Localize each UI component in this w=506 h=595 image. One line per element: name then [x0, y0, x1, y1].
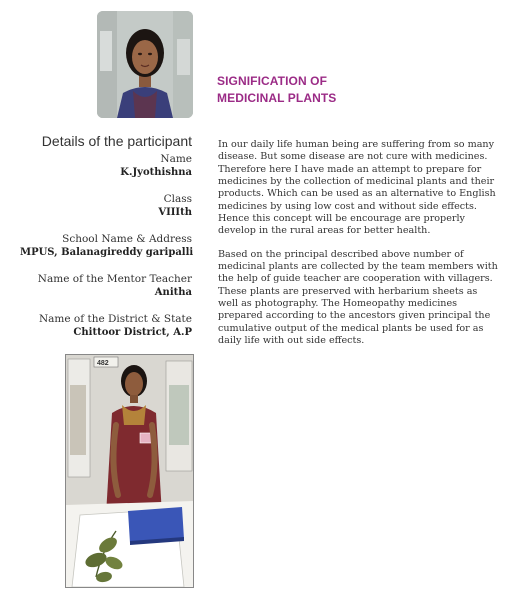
participant-portrait-photo — [97, 11, 193, 118]
exhibit-image — [66, 355, 193, 587]
school-label: School Name & Address — [62, 233, 192, 245]
class-value: VIIIth — [158, 207, 192, 218]
body-paragraph-1: In our daily life human being are suffering from so many disease. But some disease are not cure with medicines. Therefore here I have made an attempt to prepare for medicines by the collection of medicinal plants and their products. Which can be used as an alternative to English medicines by using low cost and without side effects. Hence this concept will be encourage are properly develop in the rural areas for better health. — [218, 139, 496, 237]
school-field — [20, 233, 192, 259]
exhibit-photo — [65, 354, 194, 588]
number-sign: 482 — [97, 360, 109, 367]
mentor-field — [20, 273, 192, 299]
mentor-value: Anitha — [154, 287, 192, 298]
title-line-2: MEDICINAL PLANTS — [217, 91, 337, 105]
name-label: Name — [160, 153, 192, 165]
body-paragraph-2: Based on the principal described above number of medicinal plants are collected by the team members with the help of guide teacher are cooperation with villagers. These plants are preserved with herbarium sheets as well as photography. The Homeopathy medicines prepared according to the ancestors given principal the cumulative output of the medical plants be used for as daily life with out side effects. — [218, 248, 498, 347]
details-heading: Details of the participant — [41, 133, 192, 149]
participant-details — [20, 133, 192, 339]
name-field — [20, 153, 192, 179]
mentor-label: Name of the Mentor Teacher — [37, 273, 192, 285]
district-label: Name of the District & State — [38, 313, 192, 325]
portrait-image — [97, 11, 193, 118]
school-value: MPUS, Balanagireddy garipalli — [20, 247, 194, 258]
district-value: Chittoor District, A.P — [73, 327, 192, 338]
title-line-1: SIGNIFICATION OF — [217, 74, 328, 88]
class-field — [20, 193, 192, 219]
article-body — [218, 139, 500, 359]
article-title — [217, 73, 417, 107]
district-field — [20, 313, 192, 339]
name-value: K.Jyothishna — [120, 167, 192, 178]
class-label: Class — [163, 193, 192, 205]
